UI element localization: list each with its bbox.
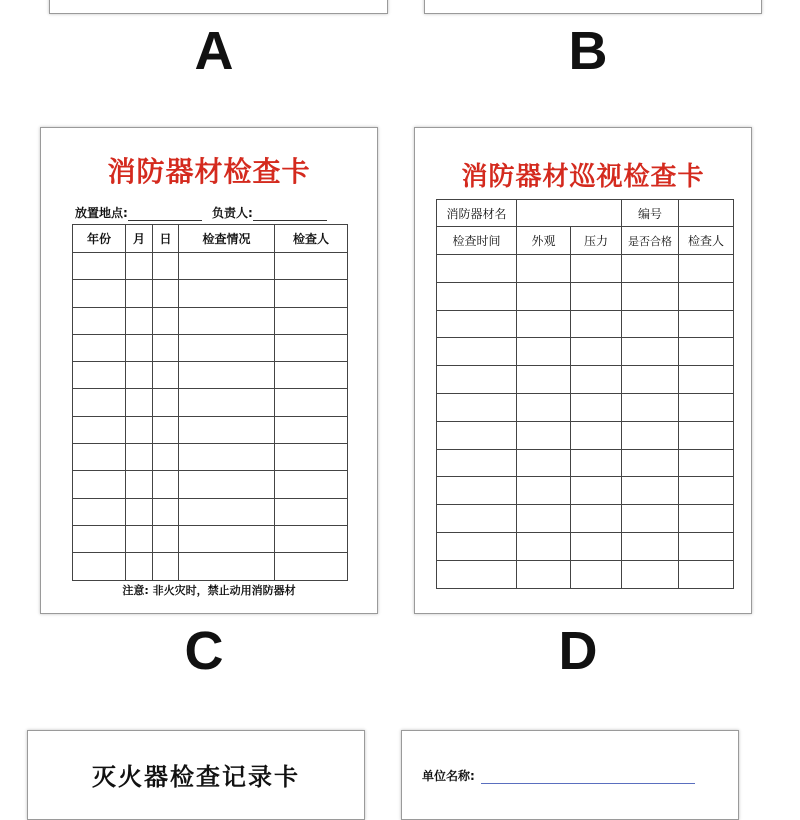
table-row xyxy=(437,505,734,533)
table-row xyxy=(73,389,348,416)
table-cell xyxy=(73,416,126,443)
table-cell xyxy=(517,393,571,421)
table-cell xyxy=(622,338,679,366)
card-d-table xyxy=(436,199,734,589)
table-cell xyxy=(679,449,734,477)
table-row xyxy=(437,532,734,560)
unit-name-row xyxy=(422,767,695,784)
table-cell xyxy=(153,553,179,580)
card-c-table xyxy=(72,224,348,581)
table-cell xyxy=(275,362,348,389)
table-cell xyxy=(275,389,348,416)
table-cell xyxy=(126,471,153,498)
table-cell xyxy=(275,444,348,471)
table-cell xyxy=(153,253,179,280)
col-qualified: 是否合格 xyxy=(622,227,679,255)
table-cell xyxy=(73,253,126,280)
table-cell xyxy=(679,255,734,283)
location-line xyxy=(128,220,202,221)
table-cell xyxy=(153,525,179,552)
table-cell xyxy=(73,471,126,498)
table-cell xyxy=(571,505,622,533)
col-condition: 检查情况 xyxy=(179,225,275,253)
table-cell xyxy=(437,477,517,505)
table-cell xyxy=(179,307,275,334)
responsible-line xyxy=(253,220,327,221)
table-cell xyxy=(179,389,275,416)
table-cell xyxy=(179,416,275,443)
table-row xyxy=(73,471,348,498)
table-cell xyxy=(437,393,517,421)
table-cell xyxy=(679,560,734,588)
col-year: 年份 xyxy=(73,225,126,253)
table-cell xyxy=(275,253,348,280)
table-cell xyxy=(437,255,517,283)
col-day: 日 xyxy=(153,225,179,253)
table-cell xyxy=(126,307,153,334)
table-cell xyxy=(437,560,517,588)
col-inspect-time: 检查时间 xyxy=(437,227,517,255)
table-cell xyxy=(437,282,517,310)
table-row xyxy=(73,553,348,580)
table-cell xyxy=(622,505,679,533)
table-row xyxy=(437,282,734,310)
table-cell xyxy=(153,389,179,416)
table-cell xyxy=(517,449,571,477)
table-cell xyxy=(571,532,622,560)
unit-name-label: 单位名称: xyxy=(422,769,475,783)
table-cell xyxy=(517,532,571,560)
table-row xyxy=(73,444,348,471)
card-a-partial xyxy=(49,0,388,14)
table-row xyxy=(73,525,348,552)
col-appearance: 外观 xyxy=(517,227,571,255)
label-b: B xyxy=(568,21,608,81)
table-row xyxy=(73,498,348,525)
table-cell xyxy=(571,310,622,338)
table-cell xyxy=(622,366,679,394)
table-cell xyxy=(571,421,622,449)
col-inspector: 检查人 xyxy=(679,227,734,255)
table-cell xyxy=(179,362,275,389)
table-cell xyxy=(179,280,275,307)
table-cell xyxy=(679,532,734,560)
card-c-location-row xyxy=(75,204,327,221)
table-row xyxy=(437,449,734,477)
table-row xyxy=(73,362,348,389)
table-row xyxy=(437,421,734,449)
table-cell xyxy=(179,253,275,280)
card-f-partial xyxy=(401,730,739,820)
table-cell xyxy=(517,255,571,283)
unit-name-line xyxy=(481,783,695,784)
table-cell xyxy=(179,471,275,498)
table-cell xyxy=(571,282,622,310)
table-cell xyxy=(73,307,126,334)
table-cell xyxy=(571,449,622,477)
table-cell xyxy=(153,362,179,389)
table-row xyxy=(437,477,734,505)
table-cell xyxy=(622,532,679,560)
card-c-footer: 注意: 非火灾时，禁止动用消防器材 xyxy=(122,584,296,597)
table-cell xyxy=(517,282,571,310)
card-b-partial xyxy=(424,0,762,14)
card-e-title: 灭火器检查记录卡 xyxy=(92,763,300,791)
label-c: C xyxy=(184,621,224,681)
table-cell xyxy=(571,366,622,394)
table-cell xyxy=(153,471,179,498)
table-cell xyxy=(153,280,179,307)
table-cell xyxy=(679,366,734,394)
table-cell xyxy=(622,477,679,505)
table-row xyxy=(73,280,348,307)
table-row xyxy=(73,307,348,334)
table-cell xyxy=(126,253,153,280)
table-cell xyxy=(126,498,153,525)
table-cell xyxy=(517,560,571,588)
equipment-name-label: 消防器材名 xyxy=(437,200,517,227)
table-cell xyxy=(622,310,679,338)
card-c xyxy=(40,127,378,614)
location-label: 放置地点: xyxy=(75,206,128,220)
col-month: 月 xyxy=(126,225,153,253)
table-row xyxy=(437,560,734,588)
table-cell xyxy=(153,307,179,334)
table-row xyxy=(73,416,348,443)
table-cell xyxy=(126,416,153,443)
table-cell xyxy=(126,444,153,471)
table-cell xyxy=(679,338,734,366)
table-cell xyxy=(517,338,571,366)
table-cell xyxy=(73,362,126,389)
table-cell xyxy=(622,393,679,421)
table-cell xyxy=(275,307,348,334)
table-cell xyxy=(571,560,622,588)
card-d-title: 消防器材巡视检查卡 xyxy=(461,162,705,192)
table-cell xyxy=(153,444,179,471)
table-cell xyxy=(622,255,679,283)
table-cell xyxy=(679,393,734,421)
table-cell xyxy=(437,310,517,338)
table-row xyxy=(73,253,348,280)
table-cell xyxy=(179,553,275,580)
table-cell xyxy=(126,553,153,580)
table-cell xyxy=(437,532,517,560)
table-cell xyxy=(179,334,275,361)
table-cell xyxy=(126,362,153,389)
table-row xyxy=(437,393,734,421)
table-row xyxy=(437,338,734,366)
table-cell xyxy=(622,560,679,588)
table-cell xyxy=(622,421,679,449)
table-cell xyxy=(275,498,348,525)
table-cell xyxy=(153,498,179,525)
table-cell xyxy=(571,393,622,421)
table-cell xyxy=(179,525,275,552)
table-cell xyxy=(437,366,517,394)
equipment-name-value xyxy=(517,200,622,227)
table-cell xyxy=(73,389,126,416)
responsible-label: 负责人: xyxy=(212,206,253,220)
table-cell xyxy=(153,416,179,443)
table-cell xyxy=(437,338,517,366)
label-d: D xyxy=(558,621,598,681)
number-value xyxy=(679,200,734,227)
col-inspector: 检查人 xyxy=(275,225,348,253)
table-cell xyxy=(437,505,517,533)
table-cell xyxy=(153,334,179,361)
table-cell xyxy=(73,553,126,580)
table-cell xyxy=(275,471,348,498)
table-cell xyxy=(517,310,571,338)
table-cell xyxy=(73,444,126,471)
card-c-title: 消防器材检查卡 xyxy=(107,155,311,188)
table-cell xyxy=(73,525,126,552)
label-a: A xyxy=(194,21,234,81)
table-row xyxy=(437,310,734,338)
col-pressure: 压力 xyxy=(571,227,622,255)
table-cell xyxy=(437,421,517,449)
table-cell xyxy=(679,282,734,310)
table-cell xyxy=(126,280,153,307)
table-cell xyxy=(517,366,571,394)
table-row xyxy=(437,255,734,283)
table-cell xyxy=(275,416,348,443)
table-cell xyxy=(437,449,517,477)
table-cell xyxy=(622,449,679,477)
table-cell xyxy=(275,334,348,361)
table-cell xyxy=(275,280,348,307)
table-cell xyxy=(126,334,153,361)
table-cell xyxy=(126,389,153,416)
table-cell xyxy=(679,477,734,505)
table-cell xyxy=(179,444,275,471)
table-cell xyxy=(517,421,571,449)
table-row xyxy=(437,366,734,394)
table-cell xyxy=(73,498,126,525)
card-d xyxy=(414,127,752,614)
table-cell xyxy=(73,334,126,361)
table-cell xyxy=(571,477,622,505)
table-cell xyxy=(275,553,348,580)
table-cell xyxy=(622,282,679,310)
table-cell xyxy=(679,310,734,338)
card-e-partial xyxy=(27,730,365,820)
table-cell xyxy=(571,338,622,366)
table-cell xyxy=(517,505,571,533)
table-row xyxy=(73,334,348,361)
table-cell xyxy=(679,421,734,449)
number-label: 编号 xyxy=(622,200,679,227)
table-cell xyxy=(275,525,348,552)
table-cell xyxy=(179,498,275,525)
table-cell xyxy=(126,525,153,552)
table-cell xyxy=(517,477,571,505)
table-cell xyxy=(73,280,126,307)
table-cell xyxy=(571,255,622,283)
table-cell xyxy=(679,505,734,533)
